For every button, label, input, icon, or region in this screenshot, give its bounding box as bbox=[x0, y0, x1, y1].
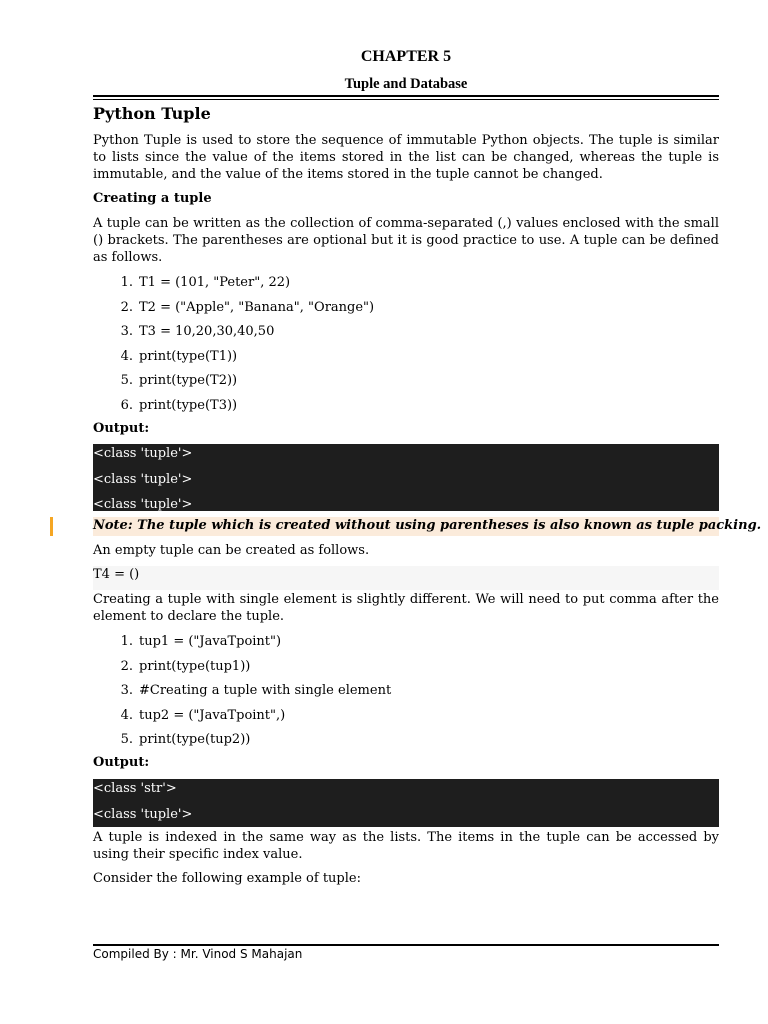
list-number: 2. bbox=[120, 658, 133, 674]
chapter-subtitle: Tuple and Database bbox=[344, 76, 468, 92]
list-code: #Creating a tuple with single element bbox=[139, 683, 392, 698]
footer-credit: Compiled By : Mr. Vinod S Mahajan bbox=[93, 947, 303, 961]
list-number: 1. bbox=[120, 634, 133, 649]
list-number: 2. bbox=[120, 299, 133, 315]
code-list-1 bbox=[93, 274, 719, 421]
header-rule-thick bbox=[93, 95, 719, 97]
empty-tuple-text: An empty tuple can be created as follows. bbox=[93, 543, 370, 558]
single-element-paragraph: Creating a tuple with single element is slightly different. We will need to put comma after the element to declare the tuple. bbox=[93, 592, 719, 624]
output-label-2: Output: bbox=[93, 755, 150, 770]
code-list-2 bbox=[93, 633, 719, 756]
header-rule-thin bbox=[93, 99, 719, 100]
output-console-2 bbox=[93, 779, 719, 827]
list-number: 3. bbox=[120, 324, 133, 339]
console-line: <class 'tuple'> bbox=[93, 806, 193, 822]
list-code: print(type(T1)) bbox=[139, 348, 238, 364]
list-item bbox=[93, 682, 719, 707]
empty-tuple-code: T4 = () bbox=[93, 566, 719, 590]
intro-paragraph: Python Tuple is used to store the sequence of immutable Python objects. The tuple is similar to lists since the value of the items stored in the list can be changed, whereas the tuple is immutable, and the value of the items stored in the tuple cannot be changed. bbox=[93, 133, 719, 182]
list-code: T1 = (101, "Peter", 22) bbox=[139, 275, 291, 290]
list-item bbox=[93, 658, 719, 683]
creating-paragraph: A tuple can be written as the collection of comma-separated (,) values enclosed with the small () brackets. The parentheses are optional but it is good practice to use. A tuple can be defined as follows. bbox=[93, 216, 719, 265]
list-number: 5. bbox=[120, 732, 133, 747]
output-console-1 bbox=[93, 444, 719, 511]
list-number: 4. bbox=[120, 707, 133, 723]
list-code: print(type(tup2)) bbox=[139, 732, 251, 747]
document-page bbox=[93, 0, 762, 1024]
list-item bbox=[93, 397, 719, 422]
console-line: <class 'str'> bbox=[93, 781, 177, 796]
consider-text: Consider the following example of tuple: bbox=[93, 871, 361, 886]
chapter-title: CHAPTER 5 bbox=[360, 48, 452, 65]
list-number: 1. bbox=[120, 275, 133, 290]
console-line: <class 'tuple'> bbox=[93, 497, 193, 512]
list-item bbox=[93, 299, 719, 324]
list-number: 4. bbox=[120, 348, 133, 364]
note-callout: Note: The tuple which is created without using parentheses is also known as tuple packing. bbox=[93, 517, 719, 536]
list-code: T2 = ("Apple", "Banana", "Orange") bbox=[139, 299, 375, 315]
list-code: tup1 = ("JavaTpoint") bbox=[139, 634, 282, 649]
list-item bbox=[93, 372, 719, 397]
list-code: print(type(T3)) bbox=[139, 397, 238, 413]
output-label-1: Output: bbox=[93, 421, 150, 436]
list-item bbox=[93, 274, 719, 299]
list-number: 5. bbox=[120, 373, 133, 388]
list-number: 6. bbox=[120, 397, 133, 413]
list-code: print(type(T2)) bbox=[139, 373, 238, 388]
list-code: print(type(tup1)) bbox=[139, 658, 251, 674]
list-code: tup2 = ("JavaTpoint",) bbox=[139, 707, 286, 723]
list-item bbox=[93, 707, 719, 732]
creating-heading: Creating a tuple bbox=[93, 191, 212, 206]
console-line: <class 'tuple'> bbox=[93, 446, 193, 461]
list-item bbox=[93, 731, 719, 756]
list-number: 3. bbox=[120, 683, 133, 698]
console-line: <class 'tuple'> bbox=[93, 471, 193, 487]
list-code: T3 = 10,20,30,40,50 bbox=[139, 324, 275, 339]
note-marker bbox=[50, 517, 53, 536]
footer-rule bbox=[93, 944, 719, 946]
indexed-paragraph: A tuple is indexed in the same way as the lists. The items in the tuple can be accessed by using their specific index value. bbox=[93, 830, 719, 862]
list-item bbox=[93, 633, 719, 658]
list-item bbox=[93, 348, 719, 373]
list-item bbox=[93, 323, 719, 348]
section-title: Python Tuple bbox=[93, 104, 211, 123]
